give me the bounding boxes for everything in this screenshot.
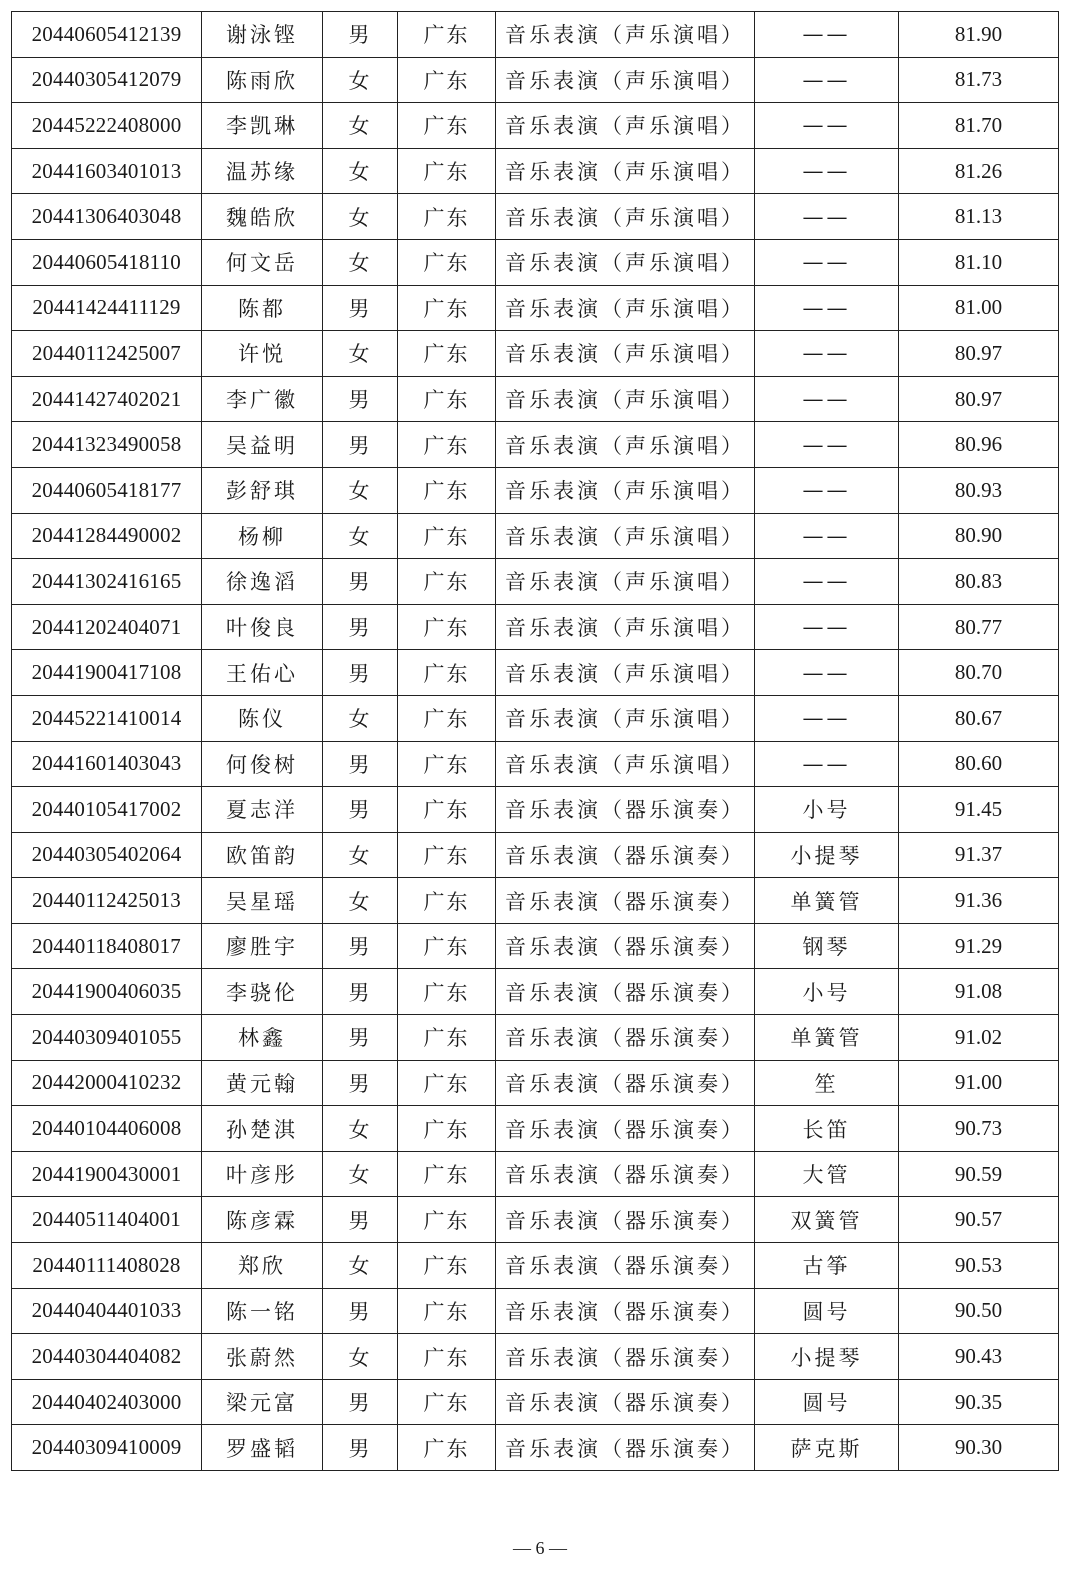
major-cell: 音乐表演（器乐演奏） bbox=[496, 1060, 755, 1106]
candidate-name-cell: 陈仪 bbox=[202, 695, 323, 741]
table-row bbox=[12, 1197, 1059, 1243]
candidate-id-cell: 20440105417002 bbox=[12, 787, 202, 833]
score-cell: 80.67 bbox=[899, 695, 1059, 741]
table-row bbox=[12, 1334, 1059, 1380]
province-cell: 广东 bbox=[398, 285, 496, 331]
table-row bbox=[12, 422, 1059, 468]
score-cell: 90.50 bbox=[899, 1288, 1059, 1334]
candidate-name-cell: 梁元富 bbox=[202, 1379, 323, 1425]
instrument-cell: 笙 bbox=[755, 1060, 899, 1106]
major-cell: 音乐表演（声乐演唱） bbox=[496, 194, 755, 240]
major-cell: 音乐表演（声乐演唱） bbox=[496, 650, 755, 696]
table-row bbox=[12, 695, 1059, 741]
instrument-cell: —— bbox=[755, 559, 899, 605]
table-row bbox=[12, 376, 1059, 422]
province-cell: 广东 bbox=[398, 422, 496, 468]
candidate-name-cell: 李凯琳 bbox=[202, 103, 323, 149]
score-cell: 81.73 bbox=[899, 57, 1059, 103]
score-cell: 80.90 bbox=[899, 513, 1059, 559]
candidate-id-cell: 20440111408028 bbox=[12, 1243, 202, 1289]
table-row bbox=[12, 148, 1059, 194]
table-row bbox=[12, 239, 1059, 285]
gender-cell: 男 bbox=[323, 1288, 398, 1334]
instrument-cell: 古筝 bbox=[755, 1243, 899, 1289]
instrument-cell: —— bbox=[755, 376, 899, 422]
candidate-name-cell: 李骁伦 bbox=[202, 969, 323, 1015]
candidate-id-cell: 20440304404082 bbox=[12, 1334, 202, 1380]
instrument-cell: —— bbox=[755, 695, 899, 741]
candidate-id-cell: 20441284490002 bbox=[12, 513, 202, 559]
score-cell: 81.90 bbox=[899, 12, 1059, 58]
major-cell: 音乐表演（声乐演唱） bbox=[496, 422, 755, 468]
instrument-cell: —— bbox=[755, 103, 899, 149]
instrument-cell: 单簧管 bbox=[755, 878, 899, 924]
province-cell: 广东 bbox=[398, 1288, 496, 1334]
score-cell: 81.10 bbox=[899, 239, 1059, 285]
province-cell: 广东 bbox=[398, 1015, 496, 1061]
score-cell: 90.73 bbox=[899, 1106, 1059, 1152]
gender-cell: 男 bbox=[323, 12, 398, 58]
gender-cell: 女 bbox=[323, 695, 398, 741]
instrument-cell: —— bbox=[755, 422, 899, 468]
major-cell: 音乐表演（器乐演奏） bbox=[496, 1106, 755, 1152]
score-cell: 80.97 bbox=[899, 376, 1059, 422]
table-row bbox=[12, 969, 1059, 1015]
candidate-name-cell: 黄元翰 bbox=[202, 1060, 323, 1106]
province-cell: 广东 bbox=[398, 1243, 496, 1289]
score-cell: 91.45 bbox=[899, 787, 1059, 833]
table-row bbox=[12, 1379, 1059, 1425]
page-number: — 6 — bbox=[513, 1538, 567, 1558]
major-cell: 音乐表演（声乐演唱） bbox=[496, 148, 755, 194]
instrument-cell: —— bbox=[755, 148, 899, 194]
candidate-name-cell: 魏皓欣 bbox=[202, 194, 323, 240]
score-cell: 81.00 bbox=[899, 285, 1059, 331]
major-cell: 音乐表演（器乐演奏） bbox=[496, 1334, 755, 1380]
table-row bbox=[12, 513, 1059, 559]
table-row bbox=[12, 1106, 1059, 1152]
gender-cell: 女 bbox=[323, 1243, 398, 1289]
candidate-id-cell: 20441202404071 bbox=[12, 604, 202, 650]
score-cell: 80.70 bbox=[899, 650, 1059, 696]
gender-cell: 女 bbox=[323, 103, 398, 149]
major-cell: 音乐表演（声乐演唱） bbox=[496, 604, 755, 650]
table-row bbox=[12, 12, 1059, 58]
candidate-id-cell: 20440309410009 bbox=[12, 1425, 202, 1471]
gender-cell: 男 bbox=[323, 650, 398, 696]
score-cell: 80.97 bbox=[899, 331, 1059, 377]
major-cell: 音乐表演（器乐演奏） bbox=[496, 1288, 755, 1334]
score-cell: 81.70 bbox=[899, 103, 1059, 149]
instrument-cell: 小号 bbox=[755, 969, 899, 1015]
table-row bbox=[12, 1288, 1059, 1334]
candidate-name-cell: 陈都 bbox=[202, 285, 323, 331]
candidate-name-cell: 何俊树 bbox=[202, 741, 323, 787]
instrument-cell: —— bbox=[755, 285, 899, 331]
score-cell: 80.60 bbox=[899, 741, 1059, 787]
province-cell: 广东 bbox=[398, 1425, 496, 1471]
gender-cell: 男 bbox=[323, 1197, 398, 1243]
gender-cell: 女 bbox=[323, 1106, 398, 1152]
results-table-body bbox=[12, 12, 1059, 1471]
candidate-name-cell: 吴星瑶 bbox=[202, 878, 323, 924]
candidate-id-cell: 20440118408017 bbox=[12, 923, 202, 969]
province-cell: 广东 bbox=[398, 559, 496, 605]
candidate-id-cell: 20441601403043 bbox=[12, 741, 202, 787]
province-cell: 广东 bbox=[398, 12, 496, 58]
instrument-cell: 圆号 bbox=[755, 1288, 899, 1334]
score-cell: 90.59 bbox=[899, 1151, 1059, 1197]
province-cell: 广东 bbox=[398, 57, 496, 103]
candidate-id-cell: 20441900417108 bbox=[12, 650, 202, 696]
instrument-cell: 小提琴 bbox=[755, 1334, 899, 1380]
table-row bbox=[12, 57, 1059, 103]
score-cell: 90.53 bbox=[899, 1243, 1059, 1289]
major-cell: 音乐表演（器乐演奏） bbox=[496, 1379, 755, 1425]
candidate-name-cell: 林鑫 bbox=[202, 1015, 323, 1061]
candidate-name-cell: 杨柳 bbox=[202, 513, 323, 559]
candidate-id-cell: 20441323490058 bbox=[12, 422, 202, 468]
instrument-cell: 双簧管 bbox=[755, 1197, 899, 1243]
province-cell: 广东 bbox=[398, 239, 496, 285]
instrument-cell: —— bbox=[755, 239, 899, 285]
candidate-id-cell: 20440402403000 bbox=[12, 1379, 202, 1425]
gender-cell: 女 bbox=[323, 239, 398, 285]
candidate-name-cell: 叶彦彤 bbox=[202, 1151, 323, 1197]
instrument-cell: 圆号 bbox=[755, 1379, 899, 1425]
province-cell: 广东 bbox=[398, 650, 496, 696]
gender-cell: 女 bbox=[323, 1151, 398, 1197]
candidate-name-cell: 张蔚然 bbox=[202, 1334, 323, 1380]
instrument-cell: —— bbox=[755, 604, 899, 650]
major-cell: 音乐表演（声乐演唱） bbox=[496, 103, 755, 149]
province-cell: 广东 bbox=[398, 1334, 496, 1380]
gender-cell: 男 bbox=[323, 559, 398, 605]
score-cell: 90.43 bbox=[899, 1334, 1059, 1380]
major-cell: 音乐表演（器乐演奏） bbox=[496, 878, 755, 924]
major-cell: 音乐表演（器乐演奏） bbox=[496, 1425, 755, 1471]
score-cell: 80.83 bbox=[899, 559, 1059, 605]
major-cell: 音乐表演（器乐演奏） bbox=[496, 923, 755, 969]
major-cell: 音乐表演（器乐演奏） bbox=[496, 832, 755, 878]
score-cell: 80.77 bbox=[899, 604, 1059, 650]
major-cell: 音乐表演（器乐演奏） bbox=[496, 1197, 755, 1243]
province-cell: 广东 bbox=[398, 604, 496, 650]
gender-cell: 女 bbox=[323, 57, 398, 103]
table-row bbox=[12, 1425, 1059, 1471]
gender-cell: 男 bbox=[323, 969, 398, 1015]
instrument-cell: 萨克斯 bbox=[755, 1425, 899, 1471]
score-cell: 81.13 bbox=[899, 194, 1059, 240]
candidate-name-cell: 郑欣 bbox=[202, 1243, 323, 1289]
candidate-name-cell: 吴益明 bbox=[202, 422, 323, 468]
table-row bbox=[12, 741, 1059, 787]
province-cell: 广东 bbox=[398, 1151, 496, 1197]
gender-cell: 男 bbox=[323, 923, 398, 969]
candidate-name-cell: 夏志洋 bbox=[202, 787, 323, 833]
major-cell: 音乐表演（声乐演唱） bbox=[496, 695, 755, 741]
major-cell: 音乐表演（声乐演唱） bbox=[496, 559, 755, 605]
candidate-id-cell: 20440605418177 bbox=[12, 467, 202, 513]
table-row bbox=[12, 1015, 1059, 1061]
table-row bbox=[12, 923, 1059, 969]
province-cell: 广东 bbox=[398, 513, 496, 559]
gender-cell: 男 bbox=[323, 1425, 398, 1471]
province-cell: 广东 bbox=[398, 376, 496, 422]
gender-cell: 男 bbox=[323, 1379, 398, 1425]
candidate-id-cell: 20441302416165 bbox=[12, 559, 202, 605]
candidate-name-cell: 欧笛韵 bbox=[202, 832, 323, 878]
gender-cell: 女 bbox=[323, 832, 398, 878]
table-row bbox=[12, 604, 1059, 650]
province-cell: 广东 bbox=[398, 923, 496, 969]
candidate-id-cell: 20440112425013 bbox=[12, 878, 202, 924]
major-cell: 音乐表演（声乐演唱） bbox=[496, 467, 755, 513]
table-row bbox=[12, 331, 1059, 377]
instrument-cell: 长笛 bbox=[755, 1106, 899, 1152]
province-cell: 广东 bbox=[398, 467, 496, 513]
candidate-name-cell: 许悦 bbox=[202, 331, 323, 377]
province-cell: 广东 bbox=[398, 1106, 496, 1152]
score-cell: 91.00 bbox=[899, 1060, 1059, 1106]
table-row bbox=[12, 1243, 1059, 1289]
gender-cell: 男 bbox=[323, 1060, 398, 1106]
candidate-name-cell: 陈一铭 bbox=[202, 1288, 323, 1334]
candidate-id-cell: 20440404401033 bbox=[12, 1288, 202, 1334]
candidate-id-cell: 20440309401055 bbox=[12, 1015, 202, 1061]
candidate-name-cell: 谢泳铿 bbox=[202, 12, 323, 58]
instrument-cell: —— bbox=[755, 57, 899, 103]
candidate-id-cell: 20441427402021 bbox=[12, 376, 202, 422]
gender-cell: 男 bbox=[323, 285, 398, 331]
province-cell: 广东 bbox=[398, 741, 496, 787]
candidate-name-cell: 王佑心 bbox=[202, 650, 323, 696]
province-cell: 广东 bbox=[398, 969, 496, 1015]
instrument-cell: —— bbox=[755, 194, 899, 240]
province-cell: 广东 bbox=[398, 1060, 496, 1106]
table-row bbox=[12, 832, 1059, 878]
instrument-cell: —— bbox=[755, 741, 899, 787]
gender-cell: 男 bbox=[323, 604, 398, 650]
candidate-id-cell: 20441900430001 bbox=[12, 1151, 202, 1197]
major-cell: 音乐表演（声乐演唱） bbox=[496, 376, 755, 422]
gender-cell: 男 bbox=[323, 1015, 398, 1061]
score-cell: 90.57 bbox=[899, 1197, 1059, 1243]
candidate-id-cell: 20442000410232 bbox=[12, 1060, 202, 1106]
province-cell: 广东 bbox=[398, 103, 496, 149]
candidate-name-cell: 李广徽 bbox=[202, 376, 323, 422]
instrument-cell: 单簧管 bbox=[755, 1015, 899, 1061]
score-cell: 90.35 bbox=[899, 1379, 1059, 1425]
gender-cell: 女 bbox=[323, 513, 398, 559]
province-cell: 广东 bbox=[398, 1197, 496, 1243]
gender-cell: 男 bbox=[323, 787, 398, 833]
instrument-cell: 小号 bbox=[755, 787, 899, 833]
candidate-id-cell: 20440605412139 bbox=[12, 12, 202, 58]
score-cell: 91.29 bbox=[899, 923, 1059, 969]
score-cell: 90.30 bbox=[899, 1425, 1059, 1471]
candidate-name-cell: 廖胜宇 bbox=[202, 923, 323, 969]
candidate-id-cell: 20440305402064 bbox=[12, 832, 202, 878]
instrument-cell: —— bbox=[755, 331, 899, 377]
major-cell: 音乐表演（声乐演唱） bbox=[496, 239, 755, 285]
candidate-name-cell: 叶俊良 bbox=[202, 604, 323, 650]
instrument-cell: 钢琴 bbox=[755, 923, 899, 969]
gender-cell: 女 bbox=[323, 331, 398, 377]
candidate-name-cell: 徐逸滔 bbox=[202, 559, 323, 605]
candidate-name-cell: 何文岳 bbox=[202, 239, 323, 285]
major-cell: 音乐表演（器乐演奏） bbox=[496, 1151, 755, 1197]
major-cell: 音乐表演（声乐演唱） bbox=[496, 285, 755, 331]
candidate-id-cell: 20441900406035 bbox=[12, 969, 202, 1015]
major-cell: 音乐表演（声乐演唱） bbox=[496, 513, 755, 559]
major-cell: 音乐表演（器乐演奏） bbox=[496, 787, 755, 833]
score-cell: 91.36 bbox=[899, 878, 1059, 924]
candidate-id-cell: 20440511404001 bbox=[12, 1197, 202, 1243]
gender-cell: 女 bbox=[323, 878, 398, 924]
table-row bbox=[12, 467, 1059, 513]
gender-cell: 男 bbox=[323, 741, 398, 787]
candidate-id-cell: 20440305412079 bbox=[12, 57, 202, 103]
candidate-name-cell: 罗盛韬 bbox=[202, 1425, 323, 1471]
table-row bbox=[12, 559, 1059, 605]
gender-cell: 女 bbox=[323, 467, 398, 513]
province-cell: 广东 bbox=[398, 1379, 496, 1425]
table-row bbox=[12, 787, 1059, 833]
gender-cell: 女 bbox=[323, 194, 398, 240]
province-cell: 广东 bbox=[398, 194, 496, 240]
candidate-name-cell: 陈彦霖 bbox=[202, 1197, 323, 1243]
instrument-cell: —— bbox=[755, 650, 899, 696]
instrument-cell: 大管 bbox=[755, 1151, 899, 1197]
gender-cell: 男 bbox=[323, 376, 398, 422]
candidate-name-cell: 孙楚淇 bbox=[202, 1106, 323, 1152]
table-row bbox=[12, 285, 1059, 331]
candidate-id-cell: 20441306403048 bbox=[12, 194, 202, 240]
province-cell: 广东 bbox=[398, 695, 496, 741]
province-cell: 广东 bbox=[398, 331, 496, 377]
score-cell: 91.02 bbox=[899, 1015, 1059, 1061]
table-row bbox=[12, 1060, 1059, 1106]
major-cell: 音乐表演（声乐演唱） bbox=[496, 57, 755, 103]
candidate-name-cell: 温苏缘 bbox=[202, 148, 323, 194]
results-table bbox=[11, 11, 1059, 1471]
score-cell: 81.26 bbox=[899, 148, 1059, 194]
table-row bbox=[12, 650, 1059, 696]
major-cell: 音乐表演（声乐演唱） bbox=[496, 12, 755, 58]
major-cell: 音乐表演（声乐演唱） bbox=[496, 741, 755, 787]
score-cell: 80.93 bbox=[899, 467, 1059, 513]
province-cell: 广东 bbox=[398, 878, 496, 924]
instrument-cell: —— bbox=[755, 467, 899, 513]
gender-cell: 男 bbox=[323, 422, 398, 468]
candidate-id-cell: 20445222408000 bbox=[12, 103, 202, 149]
candidate-id-cell: 20441603401013 bbox=[12, 148, 202, 194]
candidate-id-cell: 20441424411129 bbox=[12, 285, 202, 331]
score-cell: 91.08 bbox=[899, 969, 1059, 1015]
candidate-name-cell: 陈雨欣 bbox=[202, 57, 323, 103]
instrument-cell: —— bbox=[755, 513, 899, 559]
instrument-cell: 小提琴 bbox=[755, 832, 899, 878]
major-cell: 音乐表演（声乐演唱） bbox=[496, 331, 755, 377]
candidate-id-cell: 20440104406008 bbox=[12, 1106, 202, 1152]
province-cell: 广东 bbox=[398, 832, 496, 878]
table-row bbox=[12, 103, 1059, 149]
candidate-name-cell: 彭舒琪 bbox=[202, 467, 323, 513]
candidate-id-cell: 20440605418110 bbox=[12, 239, 202, 285]
major-cell: 音乐表演（器乐演奏） bbox=[496, 1243, 755, 1289]
score-cell: 91.37 bbox=[899, 832, 1059, 878]
candidate-id-cell: 20440112425007 bbox=[12, 331, 202, 377]
table-row bbox=[12, 1151, 1059, 1197]
major-cell: 音乐表演（器乐演奏） bbox=[496, 969, 755, 1015]
score-cell: 80.96 bbox=[899, 422, 1059, 468]
province-cell: 广东 bbox=[398, 787, 496, 833]
table-row bbox=[12, 194, 1059, 240]
major-cell: 音乐表演（器乐演奏） bbox=[496, 1015, 755, 1061]
gender-cell: 女 bbox=[323, 148, 398, 194]
gender-cell: 女 bbox=[323, 1334, 398, 1380]
table-row bbox=[12, 878, 1059, 924]
instrument-cell: —— bbox=[755, 12, 899, 58]
province-cell: 广东 bbox=[398, 148, 496, 194]
candidate-id-cell: 20445221410014 bbox=[12, 695, 202, 741]
